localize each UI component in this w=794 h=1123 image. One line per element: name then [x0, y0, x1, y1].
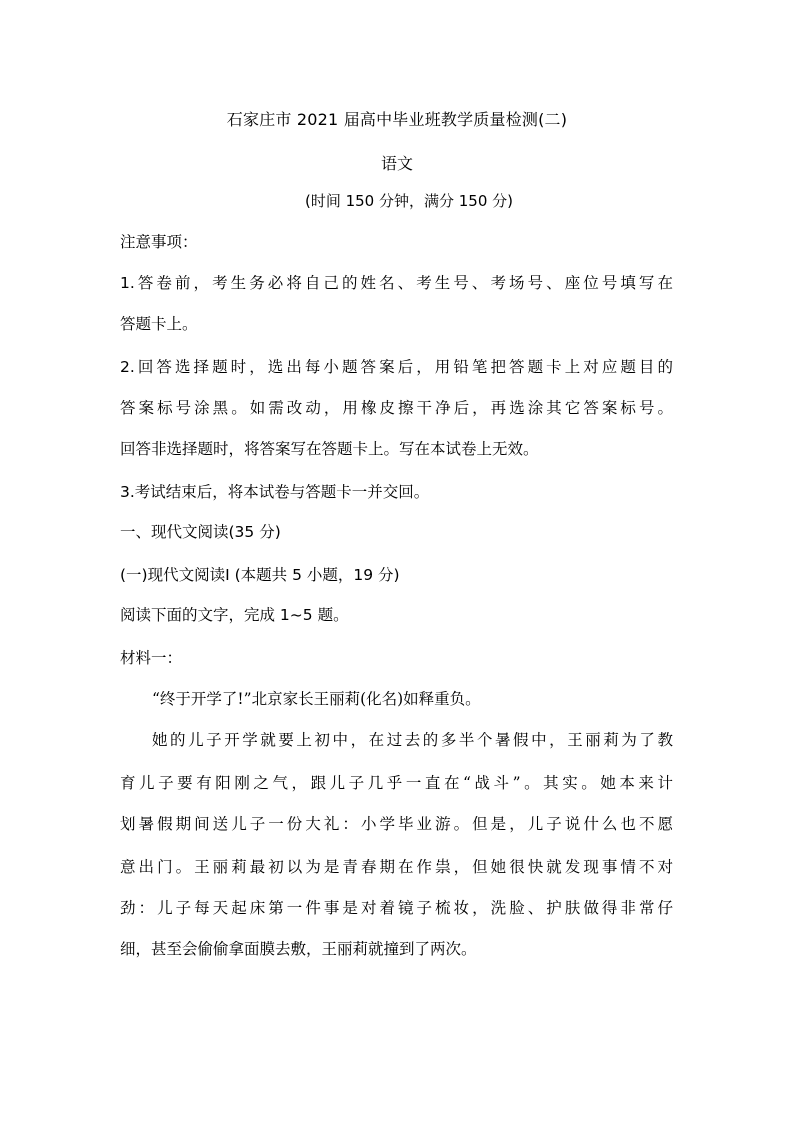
- material-label: 材料一：: [120, 649, 183, 667]
- notes-line-6: 3.考试结束后，将本试卷与答题卡一并交回。: [120, 483, 430, 501]
- notes-line-4: 答案标号涂黑。如需改动，用橡皮擦干净后，再选涂其它答案标号。: [120, 399, 673, 417]
- reading-instruction: 阅读下面的文字，完成 1~5 题。: [120, 606, 349, 624]
- passage-line-1: “终于开学了!”北京家长王丽莉(化名)如释重负。: [152, 690, 481, 708]
- passage-line-2: 她的儿子开学就要上初中，在过去的多半个暑假中，王丽莉为了教: [152, 731, 673, 749]
- notes-line-5: 回答非选择题时，将答案写在答题卡上。写在本试卷上无效。: [120, 440, 539, 458]
- notes-line-1: 1.答卷前，考生务必将自己的姓名、考生号、考场号、座位号填写在: [120, 274, 673, 292]
- notes-heading: 注意事项：: [120, 233, 198, 251]
- passage-line-7: 细，甚至会偷偷拿面膜去敷，王丽莉就撞到了两次。: [120, 940, 477, 958]
- exam-title: 石家庄市 2021 届高中毕业班教学质量检测(二): [226, 110, 568, 129]
- passage-line-3: 育儿子要有阳刚之气，跟儿子几乎一直在“战斗”。其实。她本来计: [120, 774, 673, 792]
- subject-title: 语文: [380, 154, 413, 173]
- part-heading: 一、现代文阅读(35 分): [120, 523, 281, 541]
- time-info: (时间 150 分钟，满分 150 分): [304, 192, 514, 210]
- sub-heading: (一)现代文阅读Ⅰ (本题共 5 小题，19 分): [120, 566, 400, 584]
- passage-line-5: 意出门。王丽莉最初以为是青春期在作祟，但她很快就发现事情不对: [120, 858, 673, 876]
- passage-line-4: 划暑假期间送儿子一份大礼：小学毕业游。但是，儿子说什么也不愿: [120, 815, 673, 833]
- notes-line-3: 2.回答选择题时，选出每小题答案后，用铅笔把答题卡上对应题目的: [120, 358, 673, 376]
- notes-line-2: 答题卡上。: [120, 315, 198, 333]
- passage-line-6: 劲：儿子每天起床第一件事是对着镜子梳妆，洗脸、护肤做得非常仔: [120, 899, 673, 917]
